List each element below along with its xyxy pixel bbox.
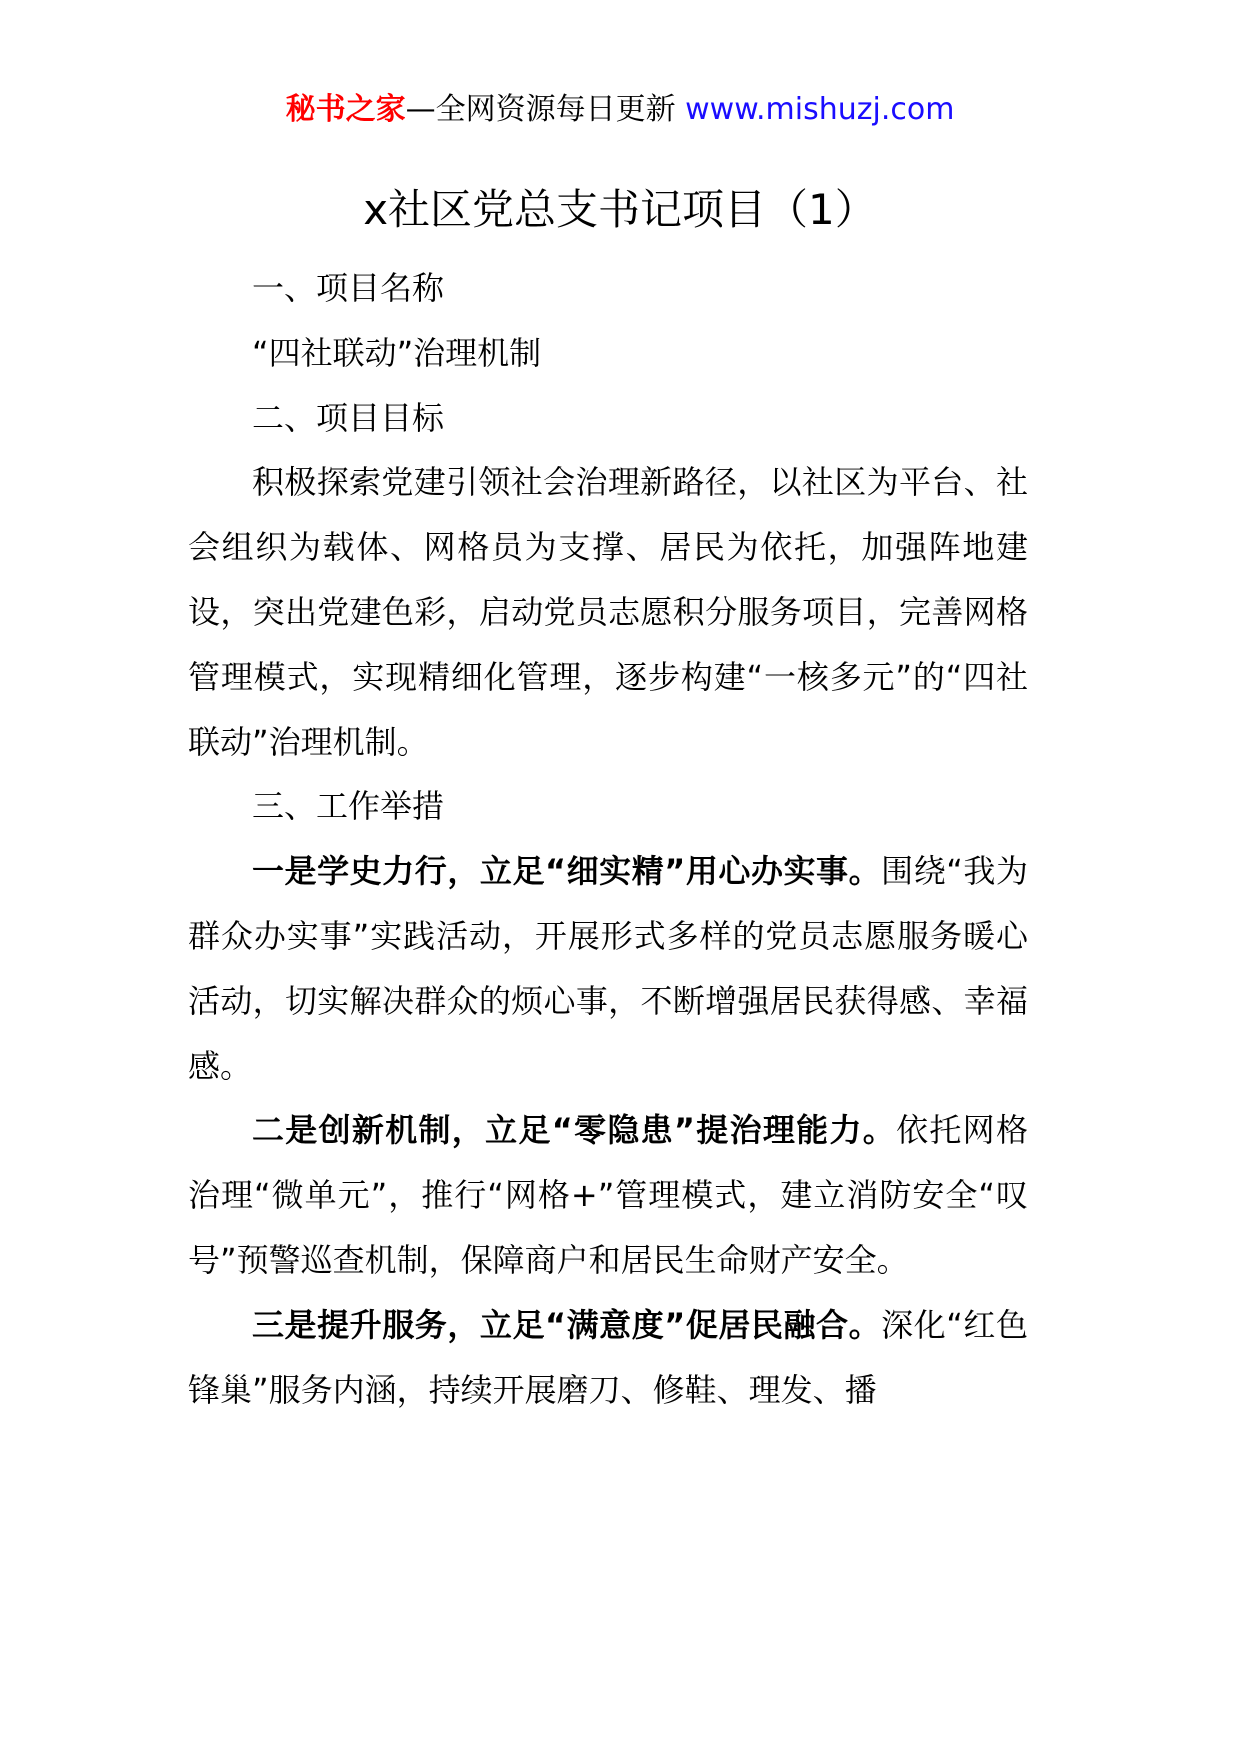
measure-2-text: 依托网格治理“微单元”，推行“网格+”管理模式，建立消防安全“叹号”预警巡查机制，保障商户和居民生命财产安全。 (188, 1111, 1028, 1279)
measure-paragraph-2 (188, 1098, 1028, 1292)
site-header (0, 88, 1240, 132)
document-title: x社区党总支书记项目（1） (363, 185, 877, 234)
project-goal-paragraph: 积极探索党建引领社会治理新路径，以社区为平台、社会组织为载体、网格员为支撑、居民为依托，加强阵地建设，突出党建色彩，启动党员志愿积分服务项目，完善网格管理模式，实现精细化管理，逐步构建“一核多元”的“四社联动”治理机制。 (188, 463, 1028, 761)
measure-1-text: 围绕“我为群众办实事”实践活动，开展形式多样的党员志愿服务暖心活动，切实解决群众的烦心事，不断增强居民获得感、幸福感。 (188, 852, 1028, 1085)
section-heading-work-measures: 三、工作举措 (252, 787, 445, 826)
measure-3-lead: 三是提升服务，立足“满意度”促居民融合。 (252, 1305, 882, 1344)
document-body (188, 256, 1028, 1422)
section-heading-project-name: 一、项目名称 (252, 269, 445, 307)
brand-name: 秘书之家 (285, 92, 406, 127)
site-url-link[interactable]: www.mishuzj.com (685, 92, 955, 127)
measure-3-text: 深化“红色锋巢”服务内涵，持续开展磨刀、修鞋、理发、播 (188, 1305, 1028, 1409)
section-heading-project-goal: 二、项目目标 (252, 398, 445, 437)
measure-paragraph-3 (188, 1293, 1028, 1423)
measure-1-lead: 一是学史力行，立足“细实精”用心办实事。 (252, 852, 882, 891)
measure-paragraph-1 (188, 839, 1028, 1098)
project-name-text: “四社联动”治理机制 (252, 333, 542, 372)
measure-2-lead: 二是创新机制，立足“零隐患”提治理能力。 (252, 1111, 897, 1150)
header-slogan: —全网资源每日更新 (405, 92, 686, 127)
